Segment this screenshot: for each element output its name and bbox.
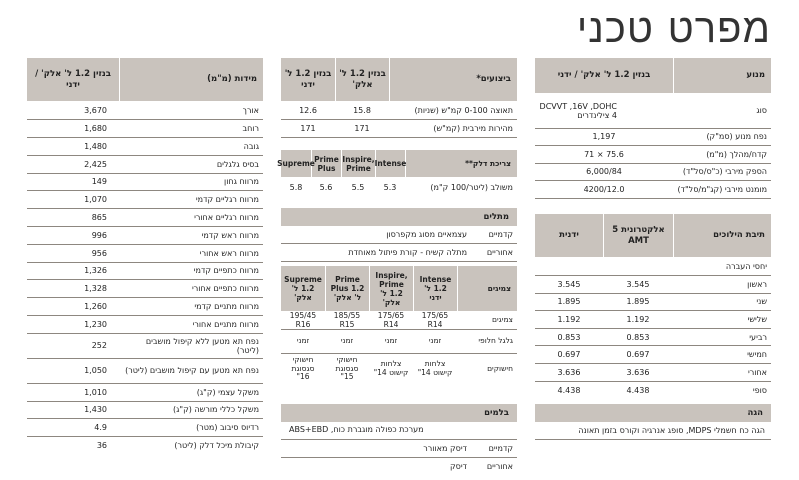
table-row: אחורי 3.636 3.636 [535, 364, 771, 382]
table-row: תאוצה 0-100 קמ"ש (שניות) 15.8 12.6 [281, 102, 517, 120]
table-row: קדח/מהלך (מ"מ) 75.6 × 71 [535, 146, 771, 164]
table-row: מרווח מתניים אחורי 1,230 [27, 316, 263, 334]
suspension-header: מתלים [281, 208, 517, 226]
table-row: נפח מנוע (סמ"ק) 1,197 [535, 128, 771, 146]
table-row: מהירות מירבית (קמ"ש) 171 171 [281, 120, 517, 138]
table-row: רדיוס סיבוב (מטר) 4.9 [27, 419, 263, 437]
table-row: מומנט מירבי (קג"מ/סל"ד) 4200/12.0 [535, 181, 771, 199]
brakes-section [281, 404, 517, 475]
table-row: שלישי 1.192 1.192 [535, 311, 771, 329]
brakes-header: בלמים [281, 404, 517, 422]
table-row: יחסי העברה [535, 258, 771, 276]
table-row: מרווח רגליים קדמי 1,070 [27, 191, 263, 209]
page-title: מפרט טכני [576, 6, 771, 52]
engine-table [535, 94, 771, 199]
steering-section [535, 404, 771, 440]
table-row: גלגל חלופי זמני זמני זמני זמני [281, 330, 517, 354]
suspension-table [281, 226, 517, 262]
fuel-section [277, 150, 517, 198]
table-row: נפח תא מטען עם קיפול מושבים (ליטר) 1,050 [27, 358, 263, 383]
table-row: אחוריים דיסק [449, 462, 513, 472]
tires-section [281, 266, 517, 384]
table-row: אחוריים מתלה קשיח - קורת פיתול מאוחדת [281, 244, 517, 262]
dimensions-section [27, 58, 263, 455]
steering-text: הגה כח חשמלי MDPS, סופג אנרגיה וקורס בזמן תאונה [535, 422, 771, 440]
table-row: סופי 4.438 4.438 [557, 385, 767, 395]
table-row: משקל כללי מורשה (ק"ג) 1,430 [27, 401, 263, 419]
table-row: סוג DCVVT ,16V ,DOHC 4 צילינדרים [535, 94, 771, 128]
table-row: חמישי 0.697 0.697 [535, 346, 771, 364]
table-row: צמיגים 175/65 R14 175/65 R14 185/55 R15 195/45 R16 [281, 312, 517, 330]
steering-header: הגה [535, 404, 771, 422]
table-row: הספק מירבי (כ"ס/סל"ד) 6,000/84 [535, 163, 771, 181]
brakes-table [281, 440, 517, 475]
table-row: מרווח כתפיים קדמי 1,326 [27, 262, 263, 280]
table-row: משקל עצמי (ק"ג) 1,010 [27, 383, 263, 401]
performance-table [281, 102, 517, 138]
suspension-section [281, 208, 517, 262]
table-row: מרווח רגליים אחורי 865 [27, 209, 263, 227]
table-row: קיבולת מיכל דלק (ליטר) 36 [96, 441, 259, 451]
table-row: אורך 3,670 [27, 102, 263, 120]
table-row: מרווח ראש אחורי 956 [27, 244, 263, 262]
table-row: רביעי 0.853 0.853 [535, 328, 771, 346]
engine-header [535, 58, 771, 94]
performance-section [281, 58, 517, 138]
table-row: חישוקים צלחות קישוט 14" צלחות קישוט 14" חישוקי סגסוגת 15" חישוקי סגסוגת 16" [291, 355, 513, 382]
tires-table [281, 312, 517, 384]
table-row: מרווח ראש קדמי 996 [27, 227, 263, 245]
brakes-system: מערכת כפולה מוגברת כוח, ABS+EBD [281, 422, 517, 440]
table-row: מרווח מתניים קדמי 1,260 [27, 298, 263, 316]
table-row: משולב (ליטר/100 ק"מ) 5.3 5.5 5.6 5.8 [289, 183, 513, 193]
table-row: ראשון 3.545 3.545 [535, 276, 771, 294]
table-row: קדמיים דיסק מאוורר [281, 440, 517, 458]
gears-header: תיבת הילוכים אלקטרונית 5 AMT ידנית [535, 214, 771, 258]
table-row: מרווח גחון 149 [27, 173, 263, 191]
table-row: מרווח כתפיים אחורי 1,328 [27, 280, 263, 298]
tires-header: צמיגים Intense 1.2 ל' ידני Inspire, Prime 1.2 ל' אלק' Prime Plus 1.2 ל' אלק' Supreme 1.2 ל' אלק' [281, 266, 517, 312]
table-row: גובה 1,480 [27, 138, 263, 156]
gears-section [535, 214, 771, 399]
engine-header-label: מנוע [673, 58, 771, 93]
engine-header-value: בנזין 1.2 ל' אלק' / ידני [557, 70, 651, 81]
gears-table [535, 258, 771, 399]
table-row: רוחב 1,680 [27, 120, 263, 138]
fuel-table [281, 178, 517, 198]
table-row: שני 1.895 1.895 [535, 293, 771, 311]
table-row: נפח תא מטען ללא קיפול מושבים (ליטר) 252 [27, 333, 263, 358]
performance-header: ביצועים* בנזין 1.2 ל' אלק' בנזין 1.2 ל' ידני [281, 58, 517, 102]
dimensions-table [27, 102, 263, 455]
table-row: קדמיים עצמאיים מסוג מקפרסון [281, 226, 517, 244]
dimensions-header: מידות (מ"מ) בנזין 1.2 ל' אלק' / ידני [27, 58, 263, 102]
table-row: בסיס גלגלים 2,425 [27, 155, 263, 173]
engine-section [535, 58, 771, 199]
fuel-header: צריכת דלק** Intense Inspire, Prime Prime Plus Supreme [281, 150, 517, 178]
